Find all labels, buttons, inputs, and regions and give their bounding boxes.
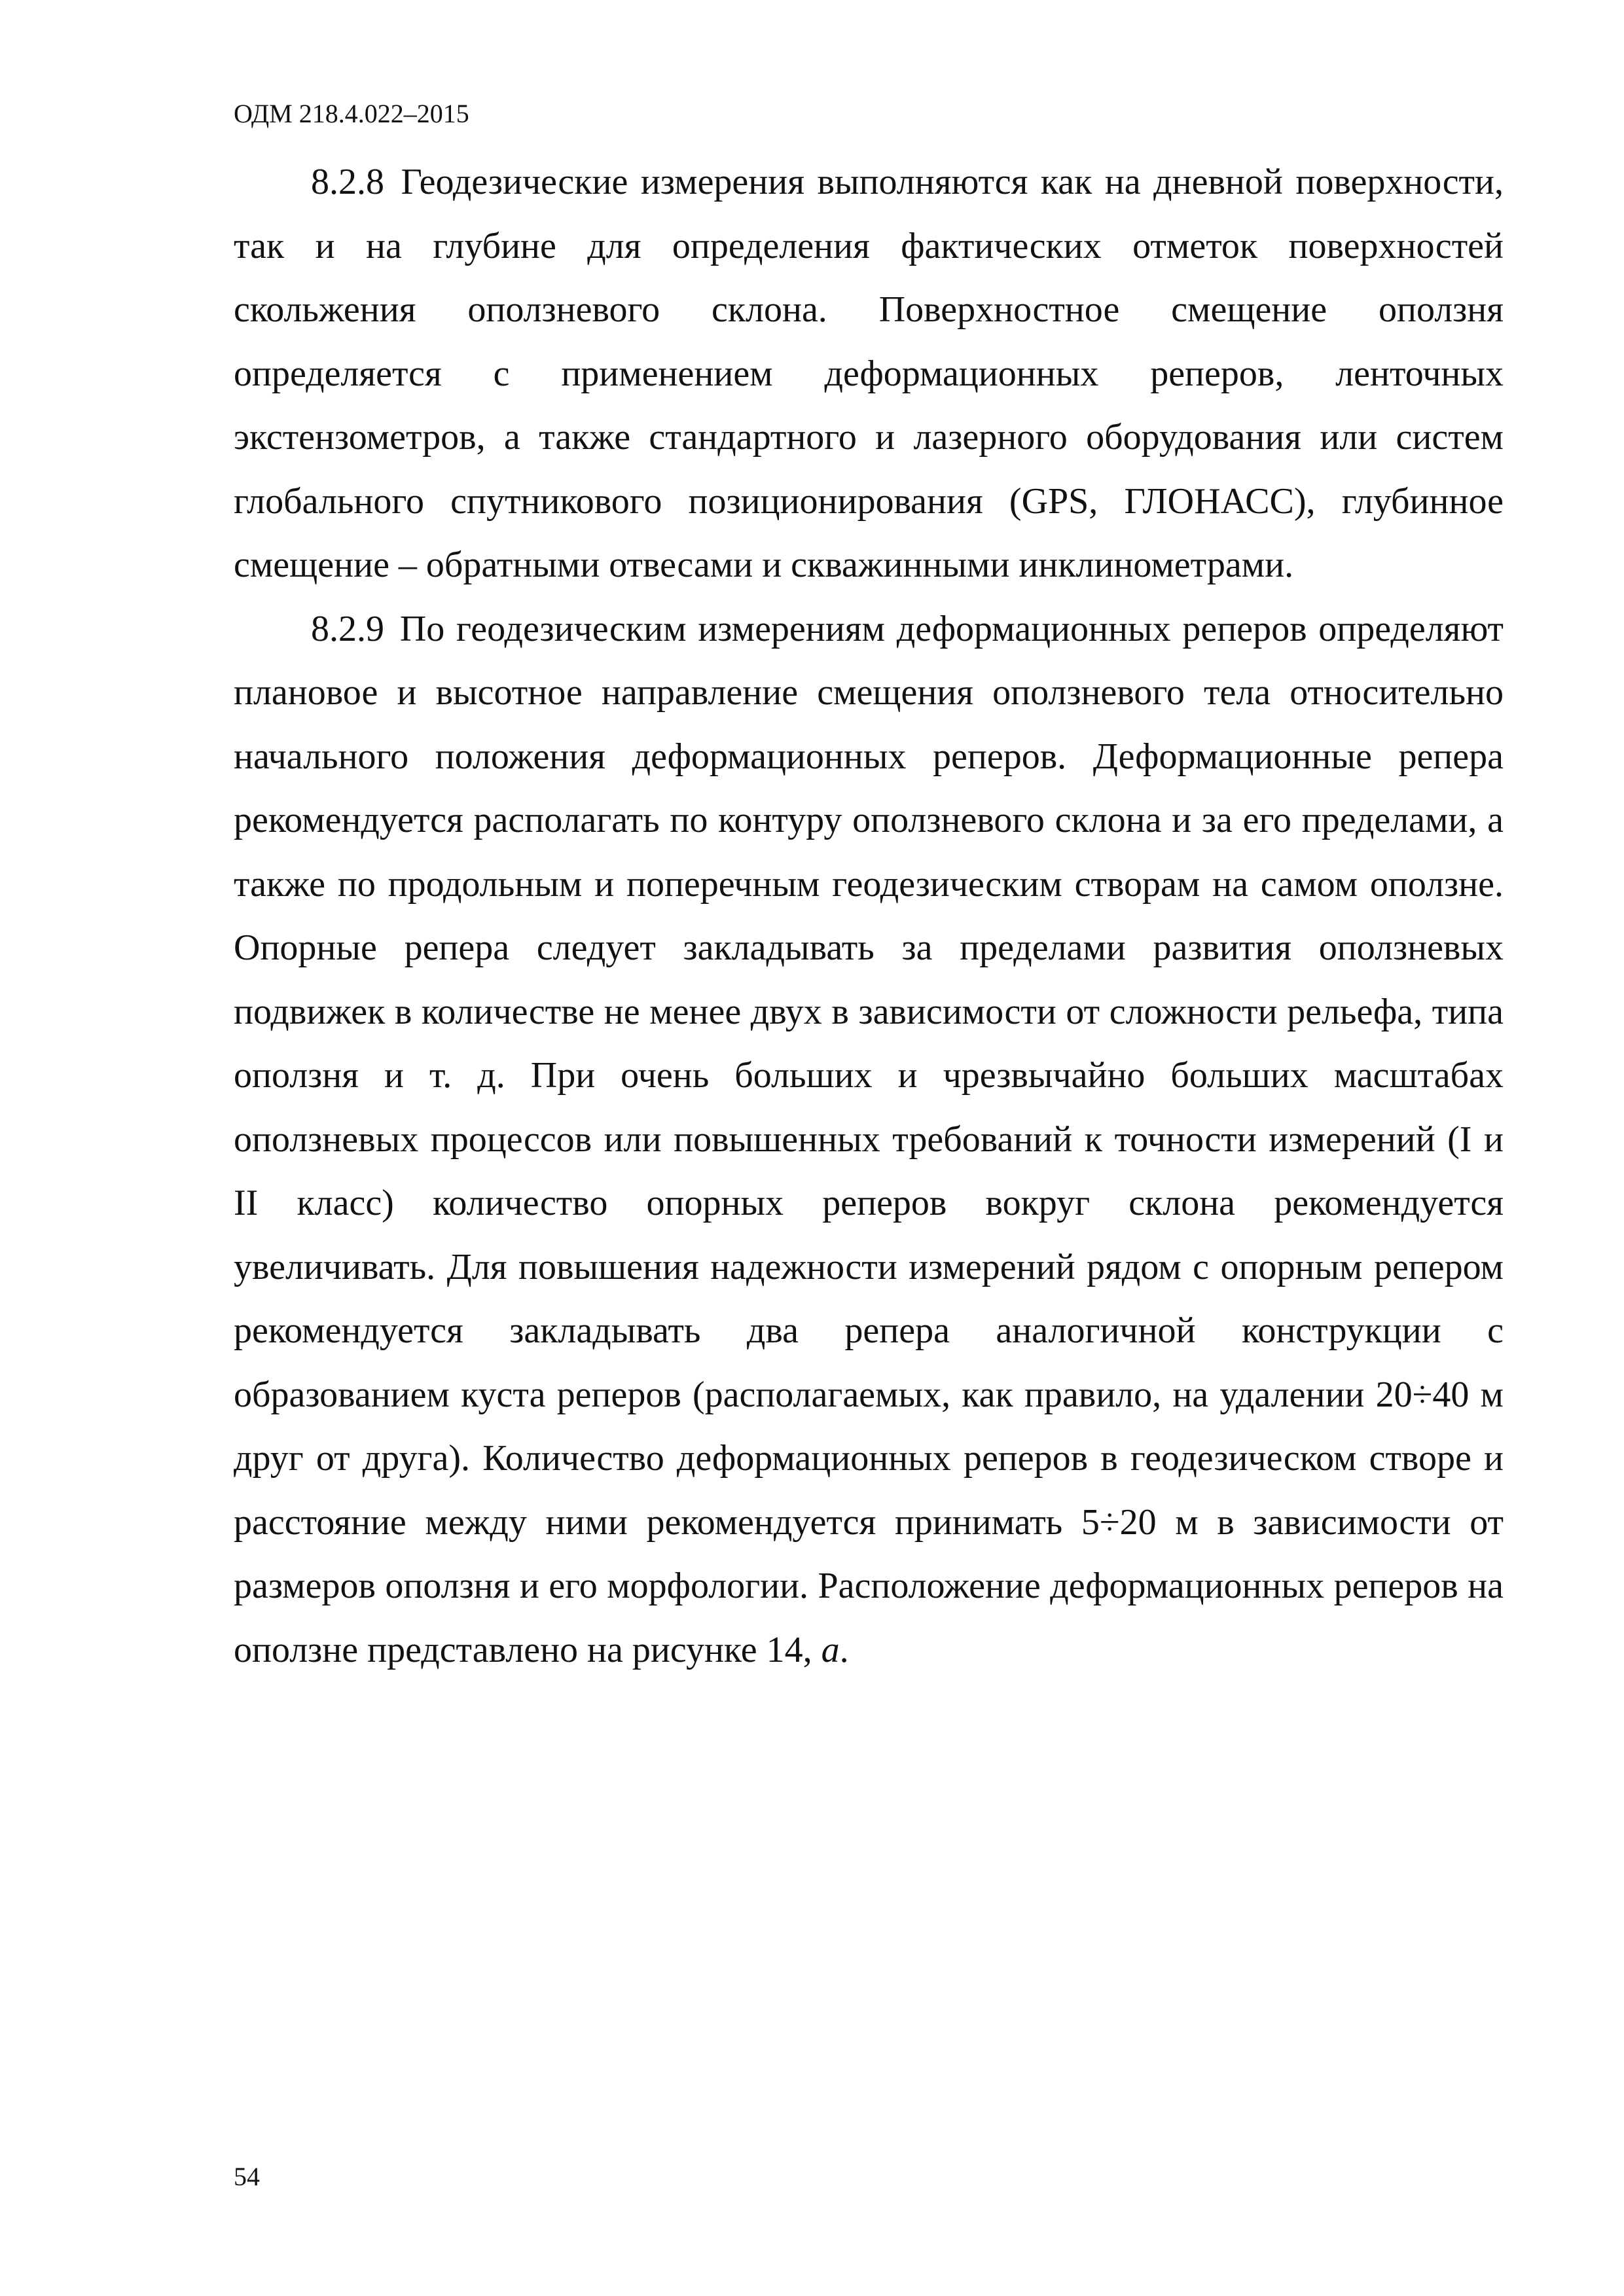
paragraph-text: Геодезические измерения выполняются как на дневной поверхности, так и на глубине для определения фактических отметок поверхностей скольжения оползневого склона. Поверхностное смещение оползня определяется с применением деформационных реперов, ленточных экстензометров, а также стандартного и лазерного оборудования или систем глобального спутникового позиционирования (GPS, ГЛОНАСС), глубинное смещение – обратными отвесами и скважинными инклинометрами. [234,162,1504,585]
body-text [234,151,1504,1682]
paragraph-8-2-9 [234,598,1504,1683]
paragraph-number: 8.2.9 [311,608,384,649]
figure-reference: а [821,1629,840,1670]
paragraph-text: По геодезическим измерениям деформационных реперов определяют плановое и высотное направление смещения оползневого тела относительно начального положения деформационных реперов. Деформационные репера рекомендуется располагать по контуру оползневого склона и за его пределами, а также по продольным и поперечным геодезическим створам на самом оползне. Опорные репера следует закладывать за пределами развития оползневых подвижек в количестве не менее двух в зависимости от сложности рельефа, типа оползня и т. д. При очень больших и чрезвычайно больших масштабах оползневых процессов или повышенных требований к точности измерений (I и II класс) количество опорных реперов вокруг склона рекомендуется увеличивать. Для повышения надежности измерений рядом с опорным репером рекомендуется закладывать два репера аналогичной конструкции с образованием куста реперов (располагаемых, как правило, на удалении 20÷40 м друг от друга). Количество деформационных реперов в геодезическом створе и расстояние между ними рекомендуется принимать 5÷20 м в зависимости от размеров оползня и его морфологии. Расположение деформационных реперов на оползне представлено на рисунке 14, [234,608,1504,1670]
paragraph-8-2-8 [234,151,1504,598]
sentence-end: . [839,1629,849,1670]
page-number: 54 [234,2162,260,2191]
paragraph-number: 8.2.8 [311,162,384,202]
document-code-header: ОДМ 218.4.022–2015 [234,99,469,128]
